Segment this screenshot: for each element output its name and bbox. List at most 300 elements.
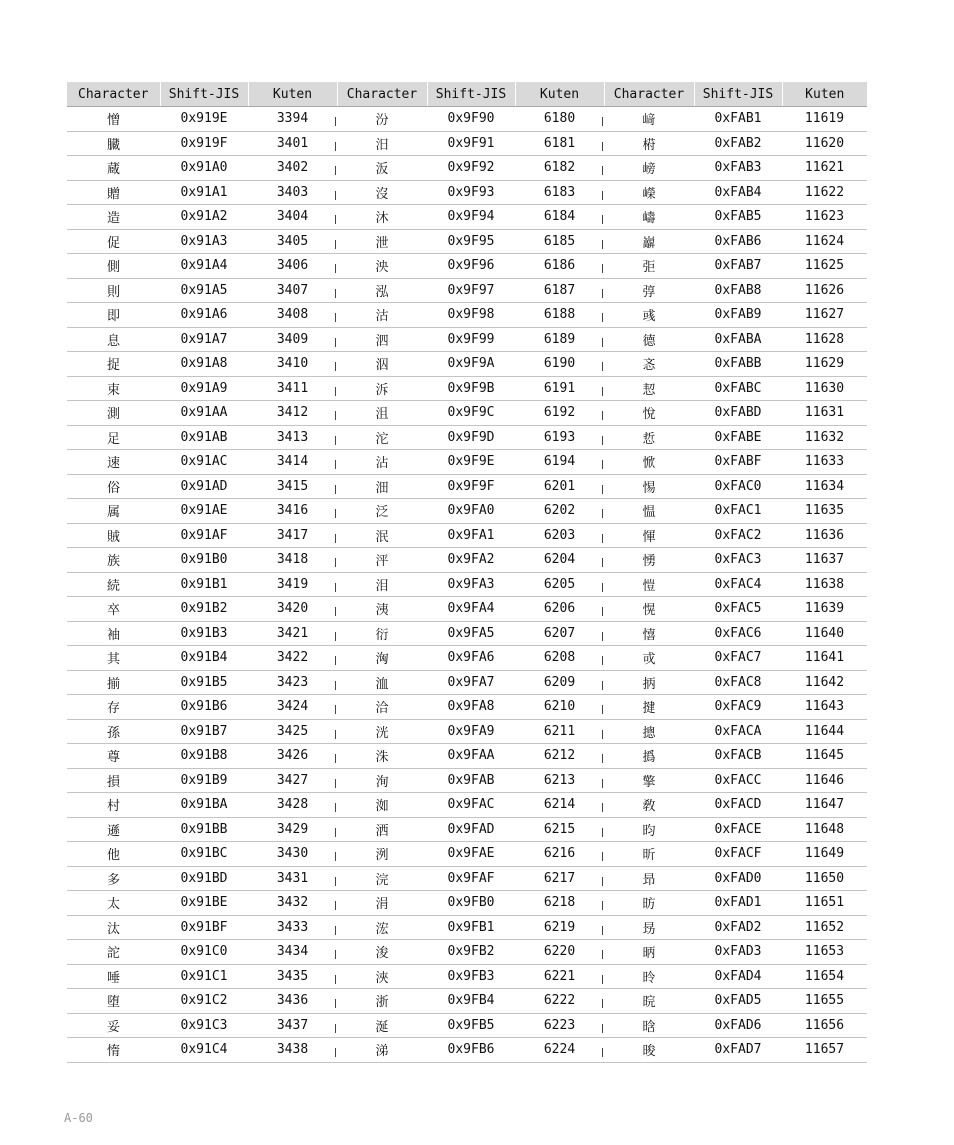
table-row [67, 719, 867, 744]
shift-jis-cell: 0xFAB3 [694, 156, 782, 181]
kuten-cell: 6183 [515, 180, 604, 205]
character-cell: 巐 [604, 229, 694, 254]
shift-jis-cell: 0x91BC [160, 842, 248, 867]
table-row [67, 131, 867, 156]
shift-jis-cell: 0xFAD6 [694, 1013, 782, 1038]
character-cell: 卒 [67, 597, 160, 622]
kuten-cell: 3407 [248, 278, 337, 303]
table-row [67, 474, 867, 499]
table-row [67, 303, 867, 328]
kuten-cell: 6220 [515, 940, 604, 965]
character-cell: 憎 [67, 107, 160, 132]
shift-jis-cell: 0x91AF [160, 523, 248, 548]
character-cell: 浹 [337, 964, 427, 989]
shift-jis-cell: 0x91C2 [160, 989, 248, 1014]
character-cell: 沱 [337, 425, 427, 450]
kuten-cell: 6205 [515, 572, 604, 597]
shift-jis-cell: 0xFAC0 [694, 474, 782, 499]
character-cell: 撝 [604, 744, 694, 769]
character-cell: 﨑 [604, 107, 694, 132]
shift-jis-cell: 0x9F94 [427, 205, 515, 230]
table-row [67, 352, 867, 377]
shift-jis-cell: 0x9F95 [427, 229, 515, 254]
shift-jis-cell: 0x9FA9 [427, 719, 515, 744]
kuten-cell: 6203 [515, 523, 604, 548]
shift-jis-cell: 0x91B4 [160, 646, 248, 671]
kuten-cell: 6201 [515, 474, 604, 499]
character-cell: 贈 [67, 180, 160, 205]
shift-jis-cell: 0x91B9 [160, 768, 248, 793]
character-cell: 孫 [67, 719, 160, 744]
kuten-cell: 11649 [782, 842, 867, 867]
table-row [67, 572, 867, 597]
character-cell: 洵 [337, 768, 427, 793]
character-cell: 憘 [604, 621, 694, 646]
shift-jis-cell: 0xFAC8 [694, 670, 782, 695]
shift-jis-cell: 0x9FAD [427, 817, 515, 842]
character-cell: 惞 [604, 450, 694, 475]
shift-jis-cell: 0xFACD [694, 793, 782, 818]
shift-jis-cell: 0xFAD3 [694, 940, 782, 965]
shift-jis-cell: 0xFACF [694, 842, 782, 867]
table-header [67, 82, 867, 107]
table-row [67, 989, 867, 1014]
shift-jis-cell: 0x91B5 [160, 670, 248, 695]
shift-jis-cell: 0xFABB [694, 352, 782, 377]
character-cell: 俗 [67, 474, 160, 499]
column-header: Shift-JIS [427, 82, 515, 107]
kuten-cell: 11619 [782, 107, 867, 132]
shift-jis-cell: 0xFAC1 [694, 499, 782, 524]
character-cell: 昻 [604, 866, 694, 891]
character-cell: 泱 [337, 254, 427, 279]
shift-jis-cell: 0x9F9E [427, 450, 515, 475]
character-cell: 愷 [604, 572, 694, 597]
character-cell: 弡 [604, 254, 694, 279]
shift-jis-cell: 0x91C0 [160, 940, 248, 965]
character-cell: 惲 [604, 523, 694, 548]
kuten-cell: 3394 [248, 107, 337, 132]
character-cell: 嶸 [604, 180, 694, 205]
kuten-cell: 3409 [248, 327, 337, 352]
shift-jis-cell: 0xFAC9 [694, 695, 782, 720]
shift-jis-cell: 0xFAD4 [694, 964, 782, 989]
shift-jis-cell: 0x91B6 [160, 695, 248, 720]
kuten-cell: 11647 [782, 793, 867, 818]
character-cell: 悅 [604, 401, 694, 426]
kuten-cell: 3429 [248, 817, 337, 842]
shift-jis-cell: 0x9FAF [427, 866, 515, 891]
shift-jis-cell: 0x9F93 [427, 180, 515, 205]
shift-jis-cell: 0xFAC7 [694, 646, 782, 671]
character-cell: 摠 [604, 719, 694, 744]
character-cell: 昕 [604, 842, 694, 867]
character-cell: 晥 [604, 989, 694, 1014]
shift-jis-cell: 0x9F9F [427, 474, 515, 499]
column-header: Kuten [515, 82, 604, 107]
kuten-cell: 3415 [248, 474, 337, 499]
kuten-cell: 11656 [782, 1013, 867, 1038]
character-cell: 晗 [604, 1013, 694, 1038]
shift-jis-cell: 0xFAB8 [694, 278, 782, 303]
shift-jis-cell: 0x9FB0 [427, 891, 515, 916]
kuten-cell: 6204 [515, 548, 604, 573]
shift-jis-cell: 0x91C4 [160, 1038, 248, 1063]
kuten-cell: 3404 [248, 205, 337, 230]
kuten-cell: 11638 [782, 572, 867, 597]
character-cell: 速 [67, 450, 160, 475]
character-cell: 衍 [337, 621, 427, 646]
character-cell: 洟 [337, 597, 427, 622]
kuten-cell: 11628 [782, 327, 867, 352]
kuten-cell: 11627 [782, 303, 867, 328]
kuten-cell: 11653 [782, 940, 867, 965]
shift-jis-cell: 0x91B7 [160, 719, 248, 744]
character-cell: 洙 [337, 744, 427, 769]
table-row [67, 670, 867, 695]
character-cell: 其 [67, 646, 160, 671]
shift-jis-cell: 0x9F97 [427, 278, 515, 303]
table-body [67, 107, 867, 1063]
kuten-cell: 11657 [782, 1038, 867, 1063]
table-row [67, 891, 867, 916]
table-row [67, 229, 867, 254]
character-cell: 忞 [604, 352, 694, 377]
kuten-cell: 3406 [248, 254, 337, 279]
table-row [67, 646, 867, 671]
kuten-cell: 3403 [248, 180, 337, 205]
kuten-cell: 6189 [515, 327, 604, 352]
column-header: Shift-JIS [694, 82, 782, 107]
character-cell: 戓 [604, 646, 694, 671]
header-row [67, 82, 867, 107]
character-cell: 浣 [337, 866, 427, 891]
shift-jis-cell: 0xFAC4 [694, 572, 782, 597]
kuten-cell: 11641 [782, 646, 867, 671]
kuten-cell: 11626 [782, 278, 867, 303]
character-cell: 嶹 [604, 205, 694, 230]
kuten-cell: 11620 [782, 131, 867, 156]
shift-jis-cell: 0x9FB6 [427, 1038, 515, 1063]
character-cell: 堕 [67, 989, 160, 1014]
shift-jis-cell: 0x9FA3 [427, 572, 515, 597]
kuten-cell: 6185 [515, 229, 604, 254]
shift-jis-cell: 0x9F9A [427, 352, 515, 377]
character-cell: 汰 [67, 915, 160, 940]
kuten-cell: 3436 [248, 989, 337, 1014]
shift-jis-cell: 0x9FAE [427, 842, 515, 867]
shift-jis-cell: 0xFAB2 [694, 131, 782, 156]
kuten-cell: 6216 [515, 842, 604, 867]
shift-jis-cell: 0x91A0 [160, 156, 248, 181]
kuten-cell: 11654 [782, 964, 867, 989]
shift-jis-cell: 0xFAB4 [694, 180, 782, 205]
character-cell: 続 [67, 572, 160, 597]
column-header: Character [67, 82, 160, 107]
kuten-cell: 6181 [515, 131, 604, 156]
shift-jis-cell: 0xFABD [694, 401, 782, 426]
table-row [67, 768, 867, 793]
character-code-table [67, 82, 867, 1063]
page-number: A-60 [64, 1111, 93, 1125]
table-row [67, 940, 867, 965]
shift-jis-cell: 0x9FA8 [427, 695, 515, 720]
kuten-cell: 3428 [248, 793, 337, 818]
kuten-cell: 6210 [515, 695, 604, 720]
character-cell: 浚 [337, 940, 427, 965]
shift-jis-cell: 0x9FAC [427, 793, 515, 818]
table-row [67, 254, 867, 279]
shift-jis-cell: 0x9FAB [427, 768, 515, 793]
shift-jis-cell: 0xFACC [694, 768, 782, 793]
shift-jis-cell: 0x91A5 [160, 278, 248, 303]
kuten-cell: 6218 [515, 891, 604, 916]
shift-jis-cell: 0x91A2 [160, 205, 248, 230]
shift-jis-cell: 0x919E [160, 107, 248, 132]
kuten-cell: 3414 [248, 450, 337, 475]
kuten-cell: 6209 [515, 670, 604, 695]
shift-jis-cell: 0x91AA [160, 401, 248, 426]
character-cell: 沽 [337, 303, 427, 328]
table-row [67, 621, 867, 646]
shift-jis-cell: 0x91BB [160, 817, 248, 842]
character-cell: 愑 [604, 548, 694, 573]
shift-jis-cell: 0x9FA5 [427, 621, 515, 646]
character-cell: 側 [67, 254, 160, 279]
shift-jis-cell: 0x91B0 [160, 548, 248, 573]
character-cell: 損 [67, 768, 160, 793]
table-row [67, 450, 867, 475]
shift-jis-cell: 0x91A1 [160, 180, 248, 205]
column-header: Kuten [248, 82, 337, 107]
kuten-cell: 11630 [782, 376, 867, 401]
kuten-cell: 3425 [248, 719, 337, 744]
character-cell: 擎 [604, 768, 694, 793]
table-row [67, 597, 867, 622]
character-cell: 妥 [67, 1013, 160, 1038]
shift-jis-cell: 0x9FB2 [427, 940, 515, 965]
kuten-cell: 11655 [782, 989, 867, 1014]
shift-jis-cell: 0x91AC [160, 450, 248, 475]
kuten-cell: 11631 [782, 401, 867, 426]
shift-jis-cell: 0x9FA0 [427, 499, 515, 524]
kuten-cell: 11622 [782, 180, 867, 205]
kuten-cell: 11633 [782, 450, 867, 475]
table-row [67, 817, 867, 842]
kuten-cell: 6187 [515, 278, 604, 303]
shift-jis-cell: 0x9FB4 [427, 989, 515, 1014]
character-cell: 沐 [337, 205, 427, 230]
character-cell: 泄 [337, 229, 427, 254]
table-row [67, 205, 867, 230]
character-cell: 造 [67, 205, 160, 230]
table-row [67, 695, 867, 720]
character-cell: 惰 [67, 1038, 160, 1063]
character-cell: 測 [67, 401, 160, 426]
character-cell: 唾 [67, 964, 160, 989]
shift-jis-cell: 0xFAC6 [694, 621, 782, 646]
kuten-cell: 3437 [248, 1013, 337, 1038]
kuten-cell: 3419 [248, 572, 337, 597]
character-cell: 袖 [67, 621, 160, 646]
kuten-cell: 11621 [782, 156, 867, 181]
character-cell: 泓 [337, 278, 427, 303]
character-cell: 泝 [337, 376, 427, 401]
kuten-cell: 11645 [782, 744, 867, 769]
shift-jis-cell: 0x91AD [160, 474, 248, 499]
character-cell: 涎 [337, 1013, 427, 1038]
character-cell: 惕 [604, 474, 694, 499]
kuten-cell: 6191 [515, 376, 604, 401]
character-cell: 則 [67, 278, 160, 303]
character-cell: 詑 [67, 940, 160, 965]
kuten-cell: 6192 [515, 401, 604, 426]
kuten-cell: 3417 [248, 523, 337, 548]
shift-jis-cell: 0x9FA4 [427, 597, 515, 622]
character-cell: 﨓 [604, 131, 694, 156]
kuten-cell: 6219 [515, 915, 604, 940]
character-cell: 抦 [604, 670, 694, 695]
character-cell: 即 [67, 303, 160, 328]
kuten-cell: 3424 [248, 695, 337, 720]
kuten-cell: 3420 [248, 597, 337, 622]
character-cell: 揵 [604, 695, 694, 720]
shift-jis-cell: 0xFABE [694, 425, 782, 450]
kuten-cell: 3411 [248, 376, 337, 401]
kuten-cell: 6215 [515, 817, 604, 842]
kuten-cell: 3408 [248, 303, 337, 328]
shift-jis-cell: 0x9FB5 [427, 1013, 515, 1038]
table-row [67, 523, 867, 548]
character-cell: 昤 [604, 964, 694, 989]
kuten-cell: 6224 [515, 1038, 604, 1063]
kuten-cell: 6180 [515, 107, 604, 132]
character-cell: 沺 [337, 474, 427, 499]
shift-jis-cell: 0x9FA2 [427, 548, 515, 573]
character-cell: 德 [604, 327, 694, 352]
table-row [67, 425, 867, 450]
character-cell: 息 [67, 327, 160, 352]
character-cell: 洽 [337, 695, 427, 720]
shift-jis-cell: 0xFAD1 [694, 891, 782, 916]
character-cell: 彧 [604, 303, 694, 328]
character-cell: 弴 [604, 278, 694, 303]
shift-jis-cell: 0x9FA1 [427, 523, 515, 548]
character-cell: 族 [67, 548, 160, 573]
kuten-cell: 6207 [515, 621, 604, 646]
kuten-cell: 6211 [515, 719, 604, 744]
character-cell: 洳 [337, 793, 427, 818]
kuten-cell: 11636 [782, 523, 867, 548]
kuten-cell: 3427 [248, 768, 337, 793]
shift-jis-cell: 0x9FAA [427, 744, 515, 769]
shift-jis-cell: 0xFAB7 [694, 254, 782, 279]
shift-jis-cell: 0xFAC3 [694, 548, 782, 573]
kuten-cell: 6184 [515, 205, 604, 230]
kuten-cell: 3426 [248, 744, 337, 769]
character-cell: 村 [67, 793, 160, 818]
shift-jis-cell: 0x91B8 [160, 744, 248, 769]
shift-jis-cell: 0x91B3 [160, 621, 248, 646]
table-row [67, 180, 867, 205]
table-row [67, 548, 867, 573]
shift-jis-cell: 0xFABC [694, 376, 782, 401]
shift-jis-cell: 0xFAC5 [694, 597, 782, 622]
kuten-cell: 11624 [782, 229, 867, 254]
character-cell: 洒 [337, 817, 427, 842]
character-cell: 蔵 [67, 156, 160, 181]
shift-jis-cell: 0x919F [160, 131, 248, 156]
character-cell: 汨 [337, 131, 427, 156]
shift-jis-cell: 0x9F9C [427, 401, 515, 426]
shift-jis-cell: 0x9F99 [427, 327, 515, 352]
table-row [67, 401, 867, 426]
character-cell: 臓 [67, 131, 160, 156]
character-cell: 存 [67, 695, 160, 720]
column-header: Shift-JIS [160, 82, 248, 107]
character-cell: 泗 [337, 327, 427, 352]
shift-jis-cell: 0xFACA [694, 719, 782, 744]
kuten-cell: 6214 [515, 793, 604, 818]
shift-jis-cell: 0x91AE [160, 499, 248, 524]
character-cell: 他 [67, 842, 160, 867]
kuten-cell: 11623 [782, 205, 867, 230]
kuten-cell: 3422 [248, 646, 337, 671]
shift-jis-cell: 0x9F98 [427, 303, 515, 328]
kuten-cell: 3410 [248, 352, 337, 377]
shift-jis-cell: 0xFACB [694, 744, 782, 769]
shift-jis-cell: 0x91A9 [160, 376, 248, 401]
character-cell: 汾 [337, 107, 427, 132]
shift-jis-cell: 0xFAB5 [694, 205, 782, 230]
kuten-cell: 3405 [248, 229, 337, 254]
shift-jis-cell: 0xFAB1 [694, 107, 782, 132]
shift-jis-cell: 0xFAD7 [694, 1038, 782, 1063]
character-cell: 昞 [604, 940, 694, 965]
shift-jis-cell: 0x9FB1 [427, 915, 515, 940]
character-cell: 遜 [67, 817, 160, 842]
kuten-cell: 6188 [515, 303, 604, 328]
character-cell: 恝 [604, 376, 694, 401]
kuten-cell: 6194 [515, 450, 604, 475]
kuten-cell: 3412 [248, 401, 337, 426]
shift-jis-cell: 0xFACE [694, 817, 782, 842]
shift-jis-cell: 0x91BA [160, 793, 248, 818]
kuten-cell: 11625 [782, 254, 867, 279]
kuten-cell: 6213 [515, 768, 604, 793]
kuten-cell: 6190 [515, 352, 604, 377]
character-cell: 沾 [337, 450, 427, 475]
kuten-cell: 3438 [248, 1038, 337, 1063]
kuten-cell: 6202 [515, 499, 604, 524]
table-row [67, 499, 867, 524]
character-cell: 太 [67, 891, 160, 916]
character-cell: 愰 [604, 597, 694, 622]
character-cell: 尊 [67, 744, 160, 769]
shift-jis-cell: 0x9F9B [427, 376, 515, 401]
shift-jis-cell: 0x91A7 [160, 327, 248, 352]
shift-jis-cell: 0xFAC2 [694, 523, 782, 548]
column-header: Kuten [782, 82, 867, 107]
shift-jis-cell: 0xFABF [694, 450, 782, 475]
table-row [67, 107, 867, 132]
kuten-cell: 11644 [782, 719, 867, 744]
character-cell: 泯 [337, 523, 427, 548]
table-row [67, 915, 867, 940]
character-cell: 促 [67, 229, 160, 254]
character-cell: 属 [67, 499, 160, 524]
table-row [67, 793, 867, 818]
